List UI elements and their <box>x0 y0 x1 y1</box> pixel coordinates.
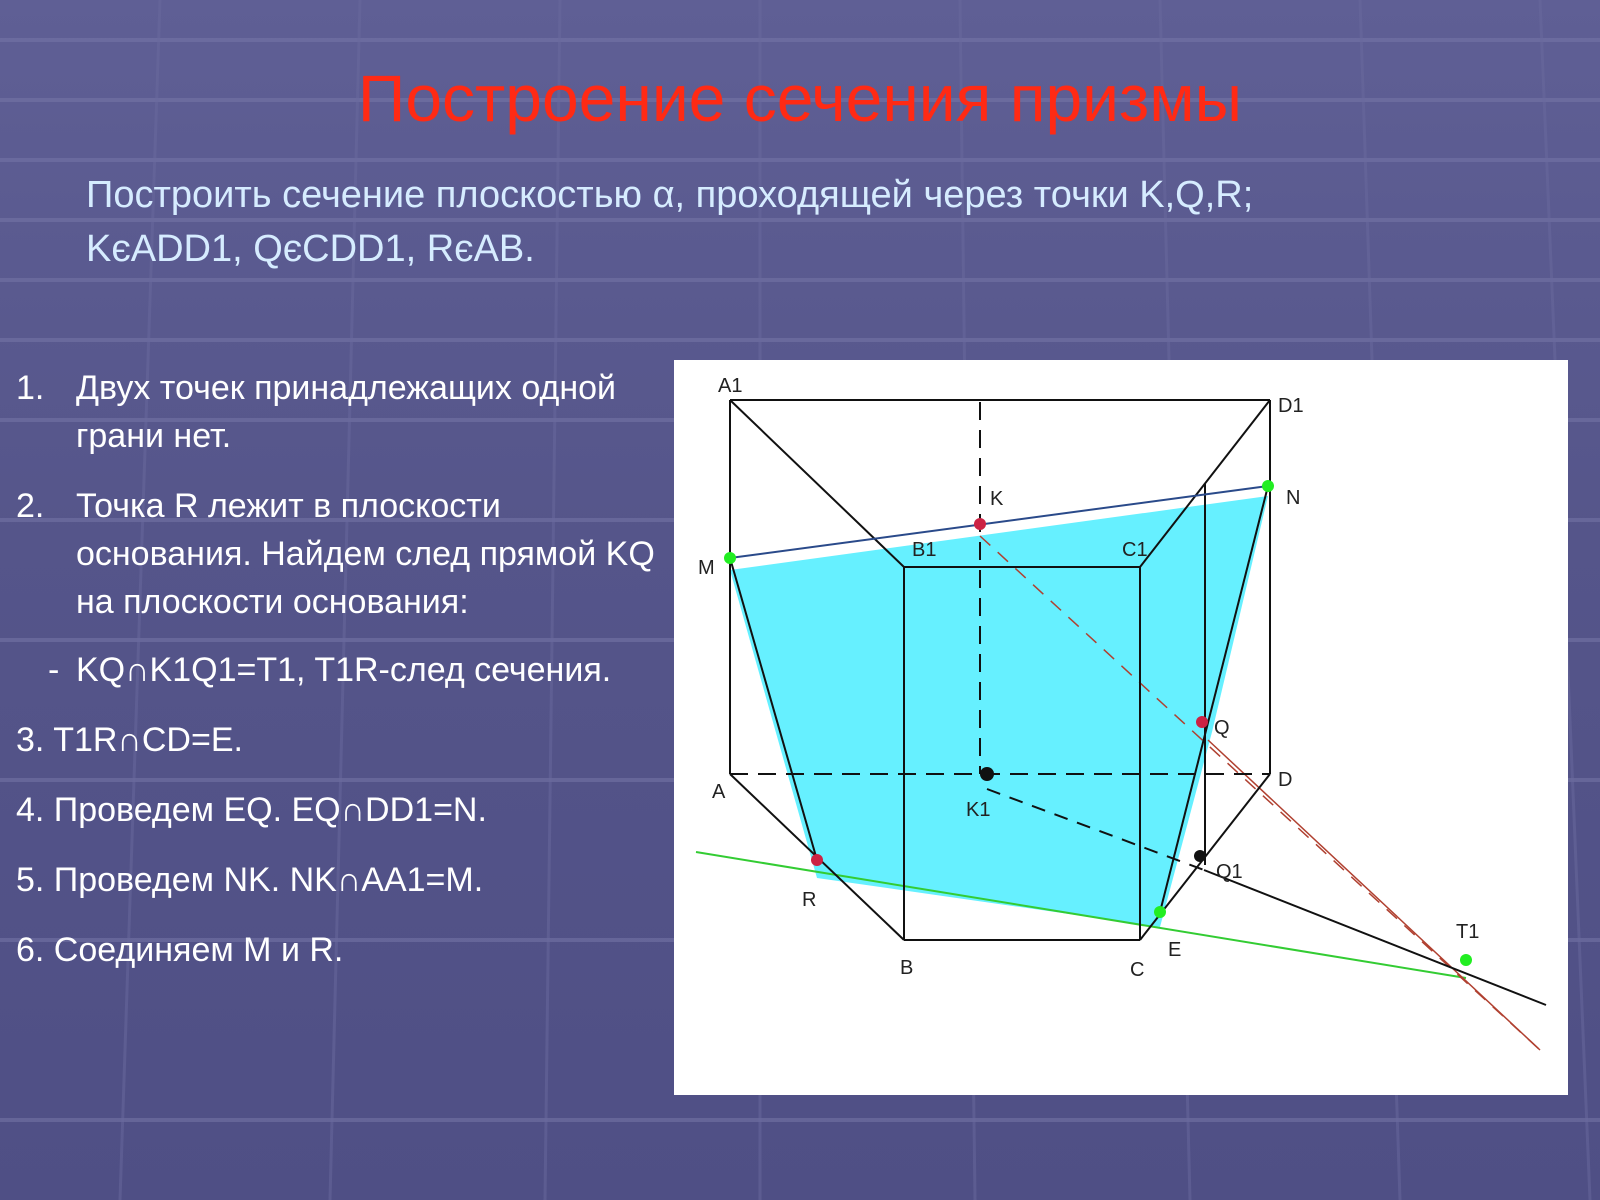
task-line-2: KєADD1, QєCDD1, RєAB. <box>86 228 535 270</box>
label-k: K <box>990 488 1004 510</box>
line-q1-t1 <box>1204 870 1546 1005</box>
label-a1: A1 <box>718 375 743 397</box>
label-e: E <box>1168 939 1182 961</box>
slide-title: Построение сечения призмы <box>357 61 1243 135</box>
label-q: Q <box>1214 717 1230 739</box>
point-e <box>1154 906 1166 918</box>
label-k1: K1 <box>966 799 991 821</box>
label-t1: T1 <box>1456 921 1480 943</box>
label-d1: D1 <box>1278 395 1304 417</box>
step-text: 5. Проведем NK. NK∩AA1=M. <box>16 861 484 899</box>
step-item <box>16 786 656 834</box>
label-q1: Q1 <box>1216 861 1243 883</box>
prism-section-figure <box>674 360 1568 1095</box>
label-r: R <box>802 889 817 911</box>
step-item <box>16 716 656 764</box>
task-line-1: Построить сечение плоскостью α, проходящей через точки K,Q,R; <box>86 174 1254 216</box>
step-number: 2. <box>16 487 45 525</box>
point-k1 <box>980 767 994 781</box>
label-n: N <box>1286 487 1301 509</box>
point-m <box>724 552 736 564</box>
step-text: 6. Соединяем M и R. <box>16 931 344 969</box>
point-q1 <box>1194 850 1206 862</box>
label-d: D <box>1278 769 1293 791</box>
label-m: M <box>698 557 715 579</box>
step-item <box>16 482 656 626</box>
point-k <box>974 518 986 530</box>
step-text: Точка R лежит в плоскости основания. Найдем след прямой KQ на плоскости основания: <box>76 487 655 621</box>
step-item <box>16 364 656 460</box>
point-t1 <box>1460 954 1472 966</box>
step-text: 3. T1R∩CD=E. <box>16 721 243 759</box>
label-c: C <box>1130 959 1145 981</box>
step-item <box>16 646 656 694</box>
solution-steps <box>16 364 656 996</box>
point-n <box>1262 480 1274 492</box>
label-a: A <box>712 781 726 803</box>
step-text: KQ∩K1Q1=T1, T1R-след сечения. <box>76 651 612 689</box>
step-number: - <box>48 651 60 689</box>
label-b: B <box>900 957 914 979</box>
label-c1: C1 <box>1122 539 1148 561</box>
step-text: Двух точек принадлежащих одной грани нет. <box>76 369 617 455</box>
label-b1: B1 <box>912 539 937 561</box>
step-text: 4. Проведем EQ. EQ∩DD1=N. <box>16 791 487 829</box>
step-number: 1. <box>16 369 45 407</box>
task-statement <box>86 168 1566 276</box>
prism-diagram <box>674 360 1568 1095</box>
section-polygon <box>730 496 1268 927</box>
point-r <box>811 854 823 866</box>
step-item <box>16 856 656 904</box>
step-item <box>16 926 656 974</box>
line-q-t1 <box>1208 740 1540 1050</box>
point-q <box>1196 716 1208 728</box>
